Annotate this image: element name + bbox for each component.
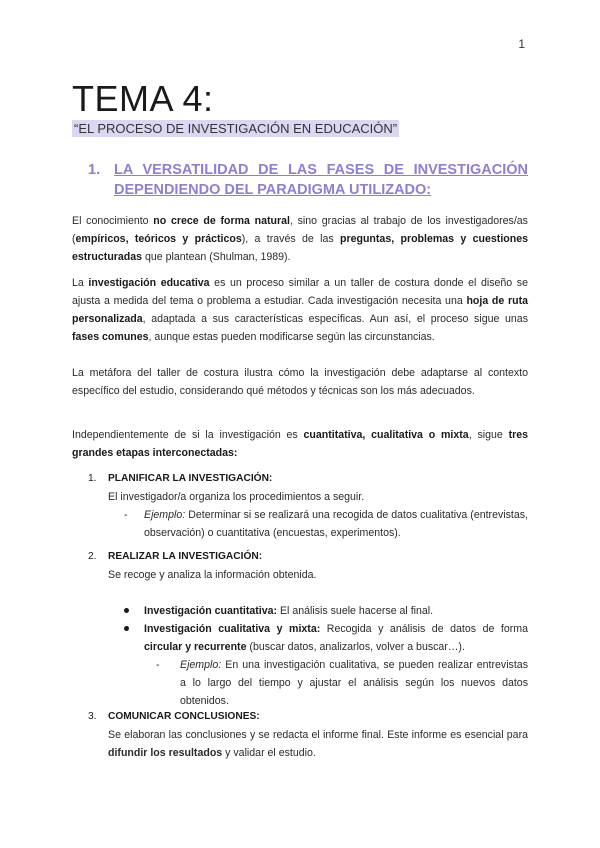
bullet-qualitative: Investigación cualitativa y mixta: Recogida y análisis de datos de forma circular y recurrente (buscar datos, analizarlos, volver a buscar…). [144,620,528,656]
dash-marker: - [156,659,160,671]
paragraph-knowledge: El conocimiento no crece de forma natural, sino gracias al trabajo de los investigadores/as (empíricos, teóricos y prácticos), a través de las preguntas, problemas y cuestiones estructuradas que plantean (Shulman, 1989). [72,215,528,263]
step-heading [88,470,528,488]
step-description: El investigador/a organiza los procedimientos a seguir. [108,491,365,503]
step-heading [88,708,528,726]
paragraph-metaphor: La metáfora del taller de costura ilustra cómo la investigación debe adaptarse al contexto específico del estudio, considerando qué métodos y técnicas son los más adecuados. [72,367,528,397]
section-number: 1. [88,162,101,178]
page-subtitle: “EL PROCESO DE INVESTIGACIÓN EN EDUCACIÓN” [74,121,398,136]
bullet-icon [124,626,129,631]
section-heading [88,160,528,200]
step-number: 1. [88,473,97,484]
dash-marker: - [124,509,128,521]
step-description: Se elaboran las conclusiones y se redacta el informe final. Este informe es esencial para difundir los resultados y validar el estudio. [108,729,528,759]
step-description: Se recoge y analiza la información obtenida. [108,569,317,581]
step-plan [88,470,528,542]
step-number: 3. [88,711,97,722]
step-execute [88,548,528,710]
page-number: 1 [518,37,525,51]
page-title: TEMA 4: [72,78,214,119]
paragraph-stages-intro: Independientemente de si la investigación es cuantitativa, cualitativa o mixta, sigue tres grandes etapas interconectadas: [72,429,529,459]
bullet-icon [124,608,129,613]
example-item: - Ejemplo: En una investigación cualitativa, se pueden realizar entrevistas a lo largo del tiempo y ajustar el análisis según los nuevos datos obtenidos. [180,656,528,710]
example-item: - Ejemplo: Determinar si se realizará una recogida de datos cualitativa (entrevistas, observación) o cuantitativa (encuestas, experimentos). [144,506,528,542]
step-label: PLANIFICAR LA INVESTIGACIÓN: [108,473,273,484]
paragraph-educational-research: La investigación educativa es un proceso similar a un taller de costura donde el diseño se ajusta a medida del tema o problema a estudiar. Cada investigación necesita una hoja de ruta personalizada, adaptada a sus características específicas. Aun así, el proceso sigue unas fases comunes, aunque estas pueden modificarse según las circunstancias. [72,277,528,343]
section-heading-text: LA VERSATILIDAD DE LAS FASES DE INVESTIGACIÓN DEPENDIENDO DEL PARADIGMA UTILIZADO: [114,162,528,198]
step-number: 2. [88,551,97,562]
step-label: COMUNICAR CONCLUSIONES: [108,711,260,722]
step-communicate [88,708,528,762]
step-heading [88,548,528,566]
step-label: REALIZAR LA INVESTIGACIÓN: [108,551,263,562]
bullet-quantitative: Investigación cuantitativa: El análisis suele hacerse al final. [144,602,528,620]
